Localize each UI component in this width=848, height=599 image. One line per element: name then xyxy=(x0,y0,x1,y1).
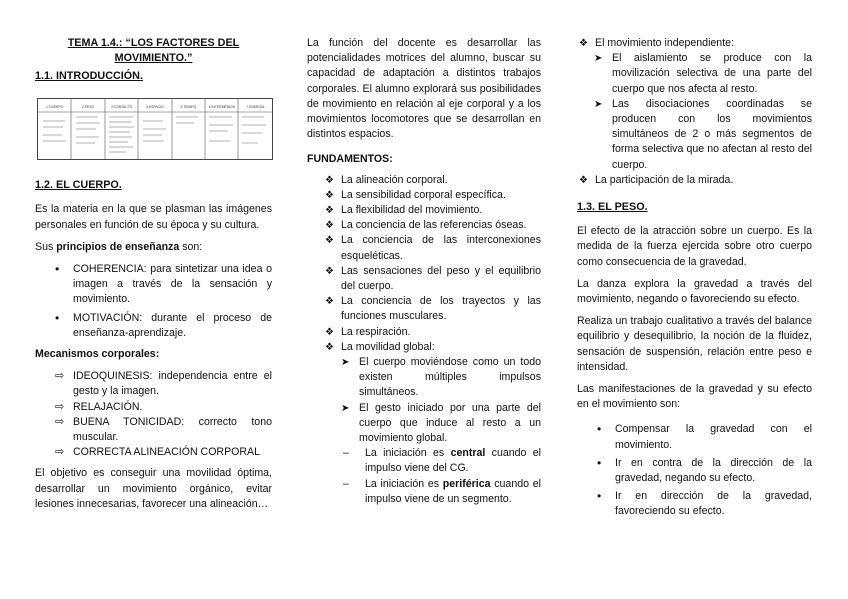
list-item-text: El gesto iniciado por una parte del cuerpo que induce al resto a un movimiento global. xyxy=(359,401,541,445)
arrow-bullet-icon: ⇨ xyxy=(55,415,65,428)
list-item-text: La participación de la mirada. xyxy=(595,173,734,186)
list-item: • COHERENCIA: para sintetizar una idea o imagen a través de la sensación y movimiento. xyxy=(35,262,272,308)
principles-suffix: son: xyxy=(179,240,203,253)
list-item xyxy=(307,477,541,507)
fundamentos-list xyxy=(307,173,541,355)
list-item xyxy=(307,173,541,188)
column-1 xyxy=(35,36,272,512)
list-item xyxy=(307,340,541,355)
movilidad-global-list xyxy=(341,355,541,446)
diamond-bullet-icon: ❖ xyxy=(325,189,334,201)
diamond-bullet-icon: ❖ xyxy=(325,296,334,308)
mechanisms-list xyxy=(35,369,272,460)
body-text: Es la materia en la que se plasman las imágenes personales en función de su época y su cultura. xyxy=(35,203,272,231)
list-item-text: La flexibilidad del movimiento. xyxy=(341,204,483,217)
list-item xyxy=(594,97,812,173)
iniciacion-pre: La iniciación es xyxy=(365,447,451,460)
list-item: • Ir en contra de la dirección de la gravedad, negando su efecto. xyxy=(577,456,812,486)
list-item xyxy=(35,445,272,460)
principles-intro xyxy=(35,240,272,255)
iniciacion-bold: central xyxy=(450,447,486,460)
list-item-text: El movimiento independiente: xyxy=(595,37,734,49)
list-item-text: IDEOQUINESIS: independencia entre el gesto y la imagen. xyxy=(73,370,272,398)
list-item xyxy=(307,203,541,218)
list-item xyxy=(561,36,812,51)
list-item xyxy=(594,51,812,97)
table-header-cell: 2 PESO xyxy=(81,105,95,110)
list-item xyxy=(35,400,272,415)
list-item-text: Las sensaciones del peso y el equilibrio del cuerpo. xyxy=(341,264,541,293)
mechanisms-heading: Mecanismos corporales: xyxy=(35,348,160,361)
list-item-text: La alineación corporal. xyxy=(341,173,448,186)
independiente-parent-list xyxy=(561,36,812,51)
diamond-bullet-icon: ❖ xyxy=(325,205,334,217)
list-item-text: El aislamiento se produce con la movilización selectiva de una parte del cuerpo que nos afecta al resto. xyxy=(612,52,812,95)
table-header-cell: 3 CONTACTO xyxy=(110,105,133,110)
list-item-text: CORRECTA ALINEACIÓN CORPORAL xyxy=(73,446,260,459)
diamond-bullet-icon: ❖ xyxy=(325,326,334,338)
dash-bullet-icon: – xyxy=(343,447,349,460)
peso-paragraph-2: La danza explora la gravedad a través del movimiento, negando o favoreciendo su efecto. xyxy=(577,277,812,306)
factors-table-thumbnail xyxy=(37,98,273,160)
iniciacion-list xyxy=(307,446,541,507)
manifestaciones-list xyxy=(577,422,812,519)
list-item-text: RELAJACIÓN. xyxy=(73,400,143,413)
arrowhead-bullet-icon: ➤ xyxy=(341,402,350,414)
diamond-bullet-icon: ❖ xyxy=(325,174,334,186)
list-item xyxy=(341,355,541,401)
diamond-bullet-icon: ❖ xyxy=(325,341,334,353)
body-heading: 1.2. EL CUERPO. xyxy=(35,179,122,192)
document-title: TEMA 1.4.: “LOS FACTORES DEL MOVIMIENTO.” xyxy=(67,37,240,64)
list-item xyxy=(307,264,541,294)
list-item xyxy=(307,446,541,476)
table-header-cell: 4 ESPACIO xyxy=(146,105,164,110)
diamond-bullet-icon: ❖ xyxy=(325,265,334,277)
closing-paragraph: El objetivo es conseguir una movilidad óptima, desarrollar un movimiento orgánico, evitar lesiones innecesarias, favorecer una alineación… xyxy=(35,467,272,510)
principles-prefix: Sus xyxy=(35,240,57,253)
list-item-text: Las disociaciones coordinadas se producen con los movimientos simultáneos de 2 o más segmentos de forma selectiva que no afectan al resto del cuerpo. xyxy=(612,97,812,171)
list-item xyxy=(35,415,272,445)
arrowhead-bullet-icon: ➤ xyxy=(594,53,603,65)
mirada-list xyxy=(561,173,812,188)
list-item-text: La conciencia de las interconexiones esqueléticas. xyxy=(341,234,541,262)
iniciacion-post: cuando el impulso viene de un segmento. xyxy=(365,477,541,505)
table-header-cell: 6 INTERMEDIOS xyxy=(208,105,236,110)
list-item-text: El cuerpo moviéndose como un todo existen múltiples impulsos simultáneos. xyxy=(359,356,541,399)
iniciacion-post: cuando el impulso viene del CG. xyxy=(365,447,541,475)
peso-paragraph-1: El efecto de la atracción sobre un cuerpo. Es la medida de la fuerza ejercida sobre otro cuerpo como consecuencia de la gravedad. xyxy=(577,225,812,268)
list-item-text: BUENA TONICIDAD: correcto tono muscular. xyxy=(73,415,272,444)
arrow-bullet-icon: ⇨ xyxy=(55,446,65,459)
list-item xyxy=(307,233,541,263)
peso-paragraph-4: Las manifestaciones de la gravedad y su efecto en el movimiento son: xyxy=(577,383,812,411)
list-item-text: La sensibilidad corporal específica. xyxy=(341,188,506,201)
principles-bold: principios de enseñanza xyxy=(56,240,180,253)
independiente-list xyxy=(594,51,812,173)
peso-heading: 1.3. EL PESO. xyxy=(577,201,648,214)
intro-heading: 1.1. INTRODUCCIÓN. xyxy=(35,70,143,82)
list-item xyxy=(341,401,541,447)
column-2 xyxy=(307,36,541,507)
diamond-bullet-icon: ❖ xyxy=(579,38,588,49)
list-item xyxy=(307,218,541,233)
teacher-role-paragraph: La función del docente es desarrollar las potencialidades motrices del alumno, buscar su capacidad de adaptación a distintos trabajos corporales. El alumno explorará sus posibilidades de movimiento en relación al eje corporal y a los movimientos locomotores que se desarrollan en distintos espacios. xyxy=(307,37,541,141)
list-item-text: La conciencia de las referencias óseas. xyxy=(341,219,527,232)
list-item: • Ir en dirección de la gravedad, favoreciendo su efecto. xyxy=(577,489,812,519)
arrow-bullet-icon: ⇨ xyxy=(55,400,65,413)
list-item xyxy=(307,188,541,203)
factors-table-drawing xyxy=(38,99,272,159)
list-item xyxy=(561,173,812,188)
arrow-bullet-icon: ⇨ xyxy=(55,370,65,383)
table-header-cell: 5 TIEMPO xyxy=(180,105,197,110)
list-item: • MOTIVACIÓN: durante el proceso de enseñanza-aprendizaje. xyxy=(35,311,272,341)
dash-bullet-icon: – xyxy=(343,477,349,490)
list-item xyxy=(307,325,541,340)
column-3 xyxy=(577,36,812,523)
arrowhead-bullet-icon: ➤ xyxy=(341,357,350,369)
diamond-bullet-icon: ❖ xyxy=(325,235,334,247)
list-item xyxy=(35,369,272,399)
principles-list xyxy=(35,262,272,341)
list-item-text: La movilidad global: xyxy=(341,340,435,353)
list-item: • Compensar la gravedad con el movimiento. xyxy=(577,422,812,452)
iniciacion-bold: periférica xyxy=(442,477,491,490)
diamond-bullet-icon: ❖ xyxy=(579,174,588,186)
list-item-text: La respiración. xyxy=(341,325,411,338)
table-header-cell: 7 ENERGÍA xyxy=(246,105,265,110)
list-item-text: La conciencia de los trayectos y las funciones musculares. xyxy=(341,295,541,323)
iniciacion-pre: La iniciación es xyxy=(365,477,443,490)
fundamentos-heading: FUNDAMENTOS: xyxy=(307,153,393,166)
peso-paragraph-3: Realiza un trabajo cualitativo a través del balance equilibrio y desequilibrio, la noción de la fluidez, sensación de suspensión, relación entre peso e intensidad. xyxy=(577,315,812,373)
diamond-bullet-icon: ❖ xyxy=(325,220,334,232)
table-header-cell: 1 CUERPO xyxy=(46,105,64,110)
list-item xyxy=(307,294,541,324)
arrowhead-bullet-icon: ➤ xyxy=(594,98,603,110)
